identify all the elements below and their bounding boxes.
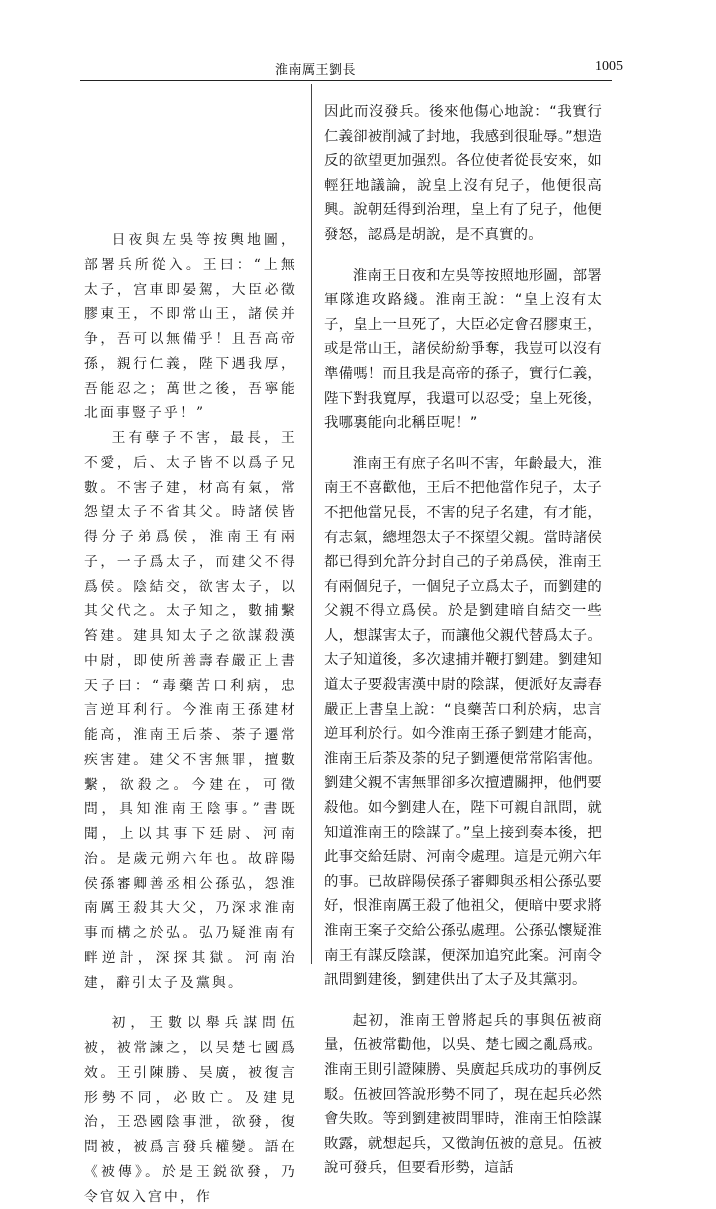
original-paragraph: 王有孽子不害，最長，王不愛，后、太子皆不以爲子兄數。不害子建，材高有氣，常怨望太子不省其父。時諸侯皆得分子弟爲侯，淮南王有兩子，一子爲太子，而建父不得爲侯。陰結交，欲害太子，以其父代之。太子知之，數捕繫笞建。建具知太子之欲謀殺漢中尉，即使所善壽春嚴正上書天子曰：“毒藥苦口利病，忠言逆耳利行。今淮南王孫建材能高，淮南王后荼、荼子遷常疾害建。建父不害無罪，擅數繫，欲殺之。今建在，可徵問，具知淮南王陰事。”書既聞，上以其事下廷尉、河南治。是歲元朔六年也。故辟陽侯孫審卿善丞相公孫弘，怨淮南厲王殺其大父，乃深求淮南事而構之於弘。弘乃疑淮南有畔逆計，深探其獄。河南治建，辭引太子及黨與。 (84, 430, 297, 991)
header-rule (80, 80, 612, 81)
column-divider (311, 84, 312, 964)
original-paragraph: 日夜與左吳等按輿地圖，部署兵所從入。王曰：“上無太子，宫車即晏駕，大臣必徵膠東王，不即常山王，諸侯并争，吾可以無備乎！且吾高帝孫，親行仁義，陛下遇我厚，吾能忍之；萬世之後，吾寧能北面事豎子乎！” (84, 232, 297, 422)
original-paragraph: 初，王數以舉兵謀問伍被，被常諫之，以吴楚七國爲效。王引陳勝、吴廣，被復言形勢不同，必敗亡。及建見治，王恐國陰事泄，欲發，復問被，被爲言發兵權變。語在《被傳》。於是王鋭欲發，乃令官奴入宫中，作 (84, 1015, 297, 1205)
translation-paragraph: 起初，淮南王曾將起兵的事與伍被商量，伍被常勸他，以吳、楚七國之亂爲戒。淮南王則引證陳勝、吳廣起兵成功的事例反駁。伍被回答說形勢不同了，現在起兵必然會失敗。等到劉建被問罪時，淮南王怕陰謀敗露，就想起兵，又徵詢伍被的意見。伍被說可發兵，但要看形勢，這話 (324, 1012, 602, 1177)
translation-text-column (324, 100, 602, 1181)
original-text-column (84, 228, 297, 1209)
translation-paragraph: 因此而沒發兵。後來他傷心地說：“我實行仁義卻被削減了封地，我感到很耻辱。”想造反的欲望更加强烈。各位使者從長安來，如輕狂地議論，說皇上沒有兒子，他便很高興。說朝廷得到治理，皇上有了兒子，他便發怒，認爲是胡說，是不真實的。 (324, 104, 602, 243)
page-number: 1005 (595, 59, 623, 74)
translation-paragraph: 淮南王日夜和左吳等按照地形圖，部署軍隊進攻路綫。淮南王說：“皇上沒有太子，皇上一旦死了，大臣必定會召膠東王，或是常山王，諸侯紛紛爭奪，我豈可以沒有準備嗎！而且我是高帝的孫子，實行仁義，陛下對我寬厚，我還可以忍受；皇上死後，我哪裏能向北稱臣呢！” (324, 267, 602, 432)
running-title: 淮南厲王劉長 (275, 63, 357, 78)
translation-paragraph: 淮南王有庶子名叫不害，年齡最大，淮南王不喜歡他，王后不把他當作兒子，太子不把他當兄長，不害的兒子名建，有才能，有志氣，總埋怨太子不探望父親。當時諸侯都已得到允許分封自己的子弟爲侯，淮南王有兩個兒子，一個兒子立爲太子，而劉建的父親不得立爲侯。於是劉建暗自結交一些人，想謀害太子，而讓他父親代替爲太子。太子知道後，多次逮捕并鞭打劉建。劉建知道太子要殺害漢中尉的陰謀，便派好友壽春嚴正上書皇上說：“良藥苦口利於病，忠言逆耳利於行。如今淮南王孫子劉建才能高，淮南王后荼及荼的兒子劉遷便常常陷害他。劉建父親不害無罪卻多次擅遭關押，他們要殺他。如今劉建人在，陛下可親自訊問，就知道淮南王的陰謀了。”皇上接到奏本後，把此事交給廷尉、河南令處理。這是元朔六年的事。已故辟陽侯孫子審卿與丞相公孫弘要好，恨淮南厲王殺了他祖父，便暗中要求將淮南王案子交給公孫弘處理。公孫弘懷疑淮南王有謀反陰謀，便深加追究此案。河南令訊問劉建後，劉建供出了太子及其黨羽。 (324, 455, 602, 989)
